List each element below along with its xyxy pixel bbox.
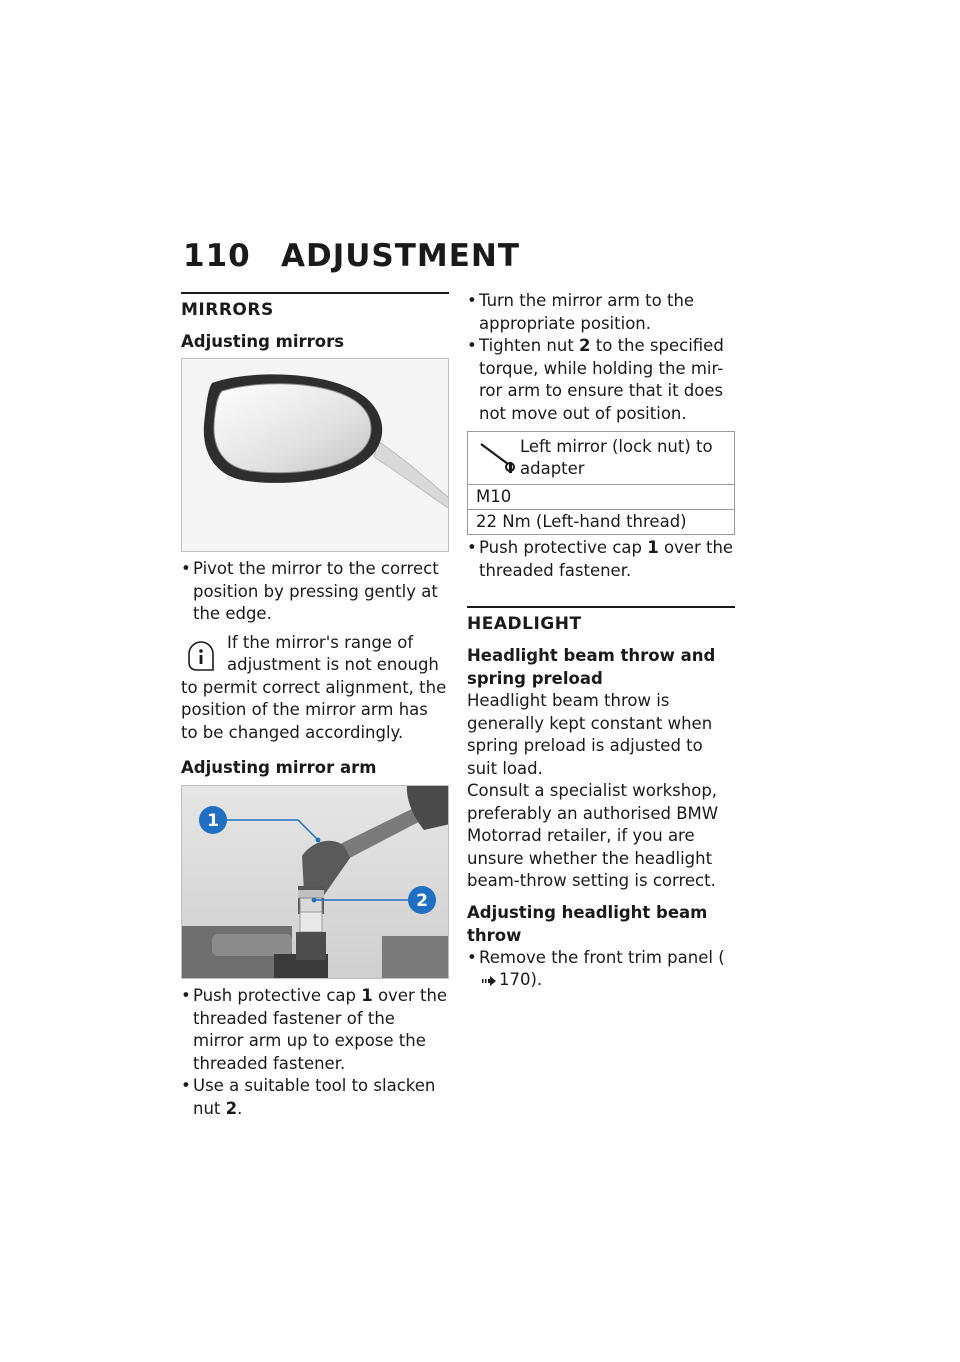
section-divider — [467, 606, 735, 608]
step-pivot-mirror: • Pivot the mirror to the correct position by pressing gently at the edge. — [181, 558, 449, 626]
mirror-arm-illustration — [182, 786, 449, 978]
mirror-arm-steps-continued — [467, 290, 735, 425]
info-note — [181, 632, 449, 745]
spec-size: M10 — [468, 484, 734, 509]
step-tighten-nut — [467, 335, 735, 425]
page-header — [183, 238, 520, 274]
page-number: 110 — [183, 238, 251, 274]
spec-title-row — [468, 432, 734, 484]
step-text: over the threaded fastener. — [479, 538, 734, 580]
torque-wrench-icon — [478, 440, 518, 474]
part-ref-1: 1 — [647, 538, 659, 557]
spec-torque: 22 Nm (Left-hand thread) — [468, 509, 734, 534]
part-ref-2: 2 — [579, 336, 591, 355]
step-push-cap-back — [467, 537, 735, 582]
headlight-steps — [467, 947, 735, 992]
step-text: Tighten nut — [479, 336, 580, 355]
section-divider — [181, 292, 449, 294]
subheading-adjusting-mirrors: Adjusting mirrors — [181, 332, 345, 351]
paragraph-beam-throw: Headlight beam throw is generally kept constant when spring preload is adjusted to suit load. — [467, 691, 713, 778]
step-text: Use a suitable tool to slacken nut — [193, 1076, 436, 1118]
step-text: over the threaded fastener of the mirror arm up to expose the threaded fastener. — [193, 986, 448, 1073]
page-reference[interactable]: 170 — [499, 970, 531, 989]
page-reference-arrow-icon — [482, 975, 496, 987]
mirror-arm-figure — [181, 785, 449, 979]
mirror-illustration — [182, 359, 449, 551]
right-column — [467, 292, 735, 992]
step-text: Push protective cap — [193, 986, 362, 1005]
step-remove-trim-panel — [467, 947, 735, 992]
section-title-headlight: HEADLIGHT — [467, 614, 582, 634]
section-title-mirrors: MIRRORS — [181, 300, 274, 320]
paragraph-consult-workshop: Consult a specialist workshop, preferably an authorised BMW Motorrad retailer, if you are unsure whether the headlight beam-throw setting is correct. — [467, 781, 719, 890]
mirror-arm-steps — [181, 985, 449, 1120]
part-ref-1: 1 — [361, 986, 373, 1005]
torque-spec-table — [467, 431, 735, 535]
step-slacken-nut — [181, 1075, 449, 1120]
subheading-beam-throw-preload: Headlight beam throw and spring preload — [467, 646, 716, 688]
mirror-steps — [181, 558, 449, 626]
spec-title: Left mirror (lock nut) to adapter — [520, 437, 713, 478]
step-text: to the specified torque, while holding the mir-ror arm to ensure that it does not move out of position. — [479, 336, 724, 423]
step-text: ). — [530, 970, 543, 989]
note-text-rest: to permit correct alignment, the position of the mirror arm has to be changed accordingly. — [181, 677, 447, 742]
step-push-cap — [181, 985, 449, 1075]
step-turn-arm: • Turn the mirror arm to the appropriate position. — [467, 290, 735, 335]
callout-1-label: 1 — [207, 811, 219, 831]
note-text-first: If the mirror's range of adjustment is not enough — [227, 632, 439, 674]
callout-2-label: 2 — [416, 891, 428, 911]
step-text: Remove the front trim panel ( — [479, 947, 725, 967]
info-icon — [181, 634, 221, 674]
part-ref-2: 2 — [225, 1098, 238, 1118]
mirror-figure — [181, 358, 449, 552]
subheading-adjusting-mirror-arm: Adjusting mirror arm — [181, 758, 377, 777]
subheading-adjusting-beam-throw: Adjusting headlight beam throw — [467, 902, 708, 945]
step-text: Push protective cap — [479, 538, 648, 557]
step-text: . — [237, 1098, 243, 1118]
left-column — [181, 292, 449, 1120]
chapter-title: ADJUSTMENT — [281, 238, 521, 274]
cap-steps — [467, 537, 735, 582]
